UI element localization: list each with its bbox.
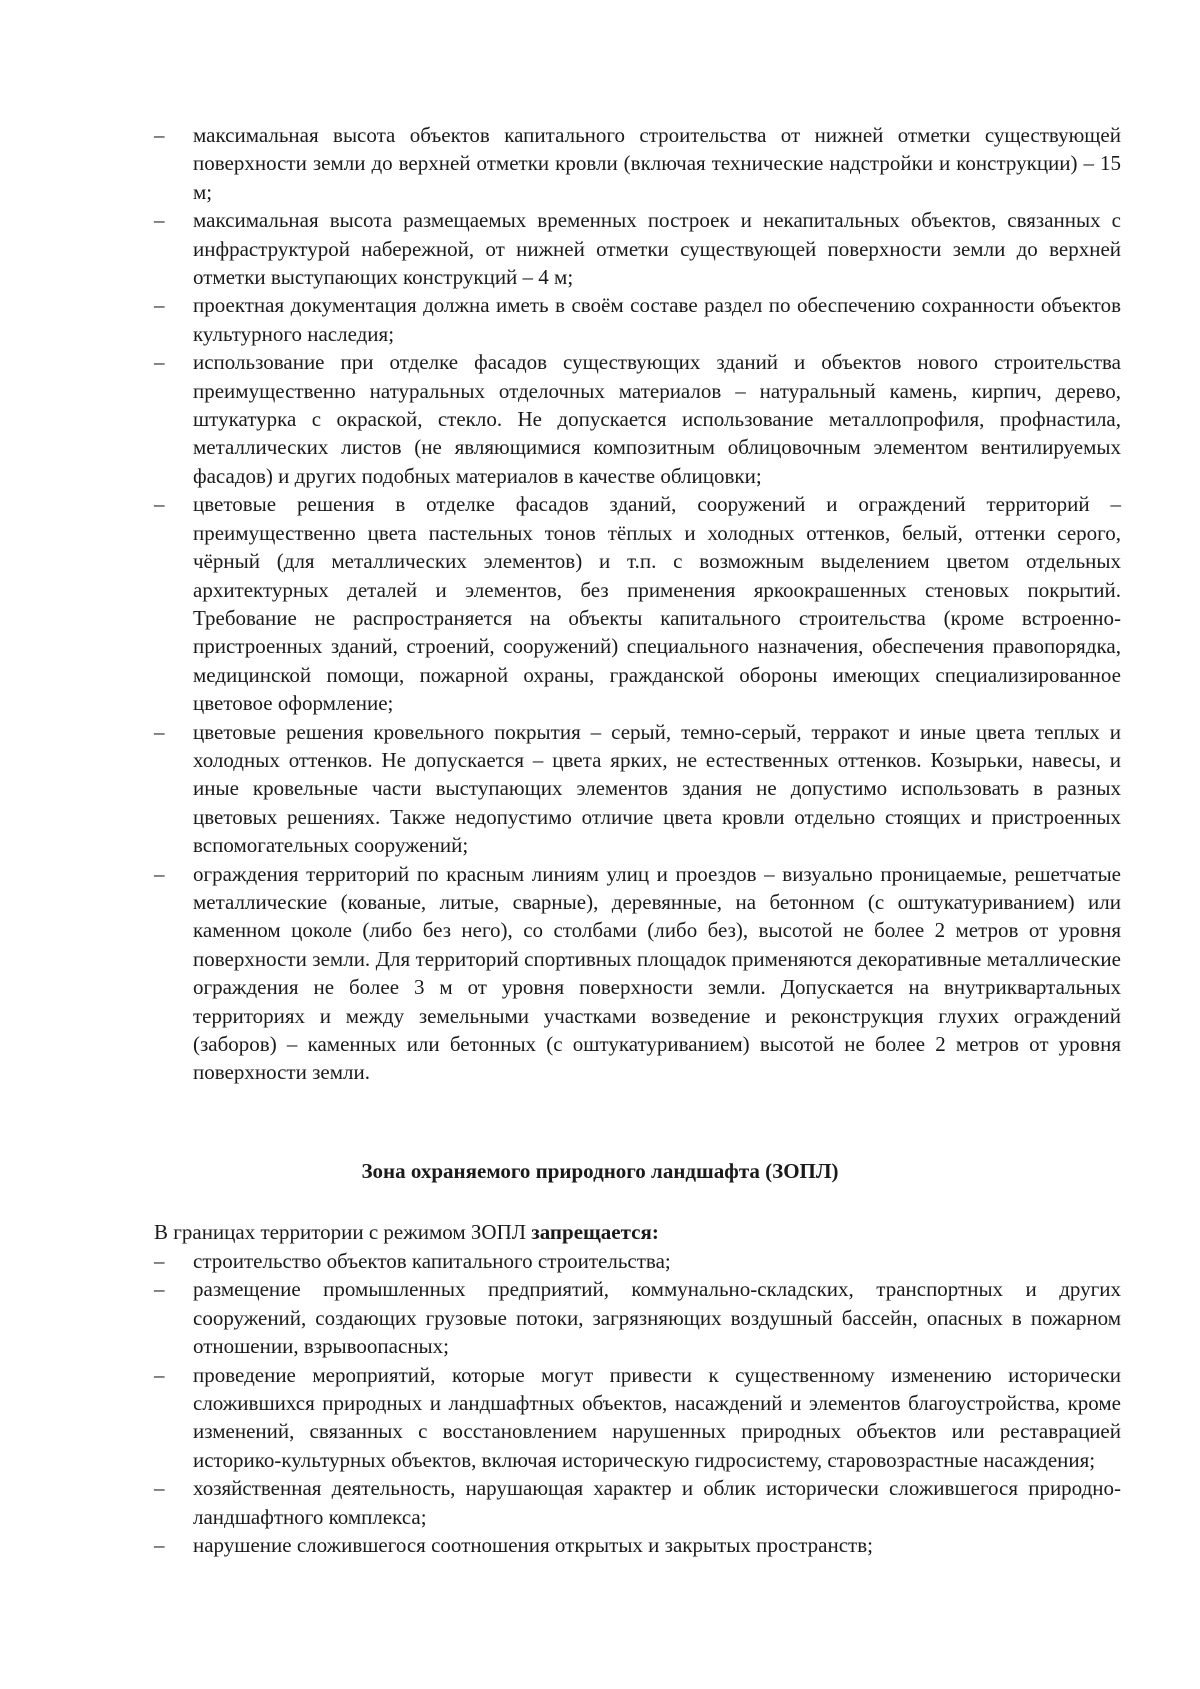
list-bullet-dash: – (154, 1533, 165, 1558)
list-item (154, 1247, 1121, 1275)
list-item-text: нарушение сложившегося соотношения открытых и закрытых пространств; (193, 1533, 873, 1558)
list-bullet-dash: – (154, 123, 165, 147)
list-item-text: проектная документация должна иметь в своём составе раздел по обеспечению сохранности объектов культурного наследия; (193, 293, 1121, 346)
list-bullet-dash: – (154, 861, 165, 886)
list-bullet-dash: – (154, 208, 165, 233)
list-item-text: цветовые решения кровельного покрытия – серый, темно-серый, терракот и иные цвета теплых и холодных оттенков. Не допускается – цвета ярких, не естественных оттенков. Козырьки, навесы, и иные кровельные части выступающих элементов здания не допустимо использовать в разных цветовых решениях. Также недопустимо отличие цвета кровли отдельно стоящих и пристроенных вспомогательных сооружений; (193, 719, 1121, 858)
list-item-text: цветовые решения в отделке фасадов зданий, сооружений и ограждений территорий – преимущественно цвета пастельных тонов тёплых и холодных оттенков, белый, оттенки серого, чёрный (для металлических элементов) и т.п. с возможным выделением цветом отдельных архитектурных деталей и элементов, без применения яркоокрашенных стеновых покрытий. Требование не распространяется на объекты капитального строительства (кроме встроенно-пристроенных зданий, строений, сооружений) специального назначения, обеспечения правопорядка, медицинской помощи, пожарной охраны, гражданской обороны имеющих специализированное цветовое оформление; (193, 492, 1121, 716)
list-bullet-dash: – (154, 1362, 165, 1387)
list-item-text: максимальная высота объектов капитального строительства от нижней отметки существующей поверхности земли до верхней отметки кровли (включая технические надстройки и конструкции) – 15 м; (193, 123, 1121, 204)
list-item-text: ограждения территорий по красным линиям улиц и проездов – визуально проницаемые, решетчатые металлические (кованые, литые, сварные), деревянные, на бетонном (с оштукатуриванием) или каменном цоколе (либо без него), со столбами (либо без), высотой не более 2 метров от уровня поверхности земли. Для территорий спортивных площадок применяются декоративные металлические ограждения не более 3 м от уровня поверхности земли. Допускается на внутриквартальных территориях и между земельными участками возведение и реконструкция глухих ограждений (заборов) – каменных или бетонных (с оштукатуриванием) высотой не более 2 метров от уровня поверхности земли. (193, 861, 1121, 1085)
list-item-text: строительство объектов капитального строительства; (193, 1249, 671, 1273)
list-item (154, 206, 1121, 291)
requirements-list (154, 121, 1121, 1087)
list-item (154, 490, 1121, 717)
list-item-text: максимальная высота размещаемых временных построек и некапитальных объектов, связанных с инфраструктурой набережной, от нижней отметки существующей поверхности земли до верхней отметки выступающих конструкций – 4 м; (193, 208, 1121, 290)
list-bullet-dash: – (154, 1277, 165, 1302)
section-intro (154, 1218, 1121, 1246)
list-item-text: проведение мероприятий, которые могут привести к существенному изменению исторически сложившихся природных и ландшафтных объектов, насаждений и элементов благоустройства, кроме изменений, связанных с восстановлением нарушенных природных объектов или реставрацией историко-культурных объектов, включая историческую гидросистему, старовозрастные насаждения; (193, 1362, 1121, 1472)
prohibitions-list (154, 1247, 1121, 1559)
list-item (154, 348, 1121, 490)
intro-emphasis: запрещается: (531, 1220, 659, 1244)
list-item (154, 1474, 1121, 1531)
list-item-text: использование при отделке фасадов существующих зданий и объектов нового строительства преимущественно натуральных отделочных материалов – натуральный камень, кирпич, дерево, штукатурка с окраской, стекло. Не допускается использование металлопрофиля, профнастила, металлических листов (не являющимися композитным облицовочным элементом вентилируемых фасадов) и других подобных материалов в качестве облицовки; (193, 350, 1121, 488)
list-item (154, 860, 1121, 1087)
list-item (154, 1275, 1121, 1360)
list-item-text: размещение промышленных предприятий, коммунально-складских, транспортных и других сооружений, создающих грузовые потоки, загрязняющих воздушный бассейн, опасных в пожарном отношении, взрывоопасных; (193, 1277, 1121, 1359)
list-item (154, 1531, 1121, 1559)
list-bullet-dash: – (154, 293, 165, 318)
list-item (154, 121, 1121, 206)
section-heading: Зона охраняемого природного ландшафта (ЗОПЛ) (361, 1159, 839, 1183)
list-bullet-dash: – (154, 350, 165, 375)
list-bullet-dash: – (154, 1249, 165, 1273)
list-item (154, 291, 1121, 348)
list-item-text: хозяйственная деятельность, нарушающая характер и облик исторически сложившегося природно-ландшафтного комплекса; (193, 1476, 1121, 1529)
list-bullet-dash: – (154, 492, 165, 517)
list-bullet-dash: – (154, 1476, 165, 1501)
list-bullet-dash: – (154, 719, 165, 744)
list-item (154, 718, 1121, 860)
list-item (154, 1361, 1121, 1475)
intro-text: В границах территории с режимом ЗОПЛ (154, 1220, 532, 1244)
